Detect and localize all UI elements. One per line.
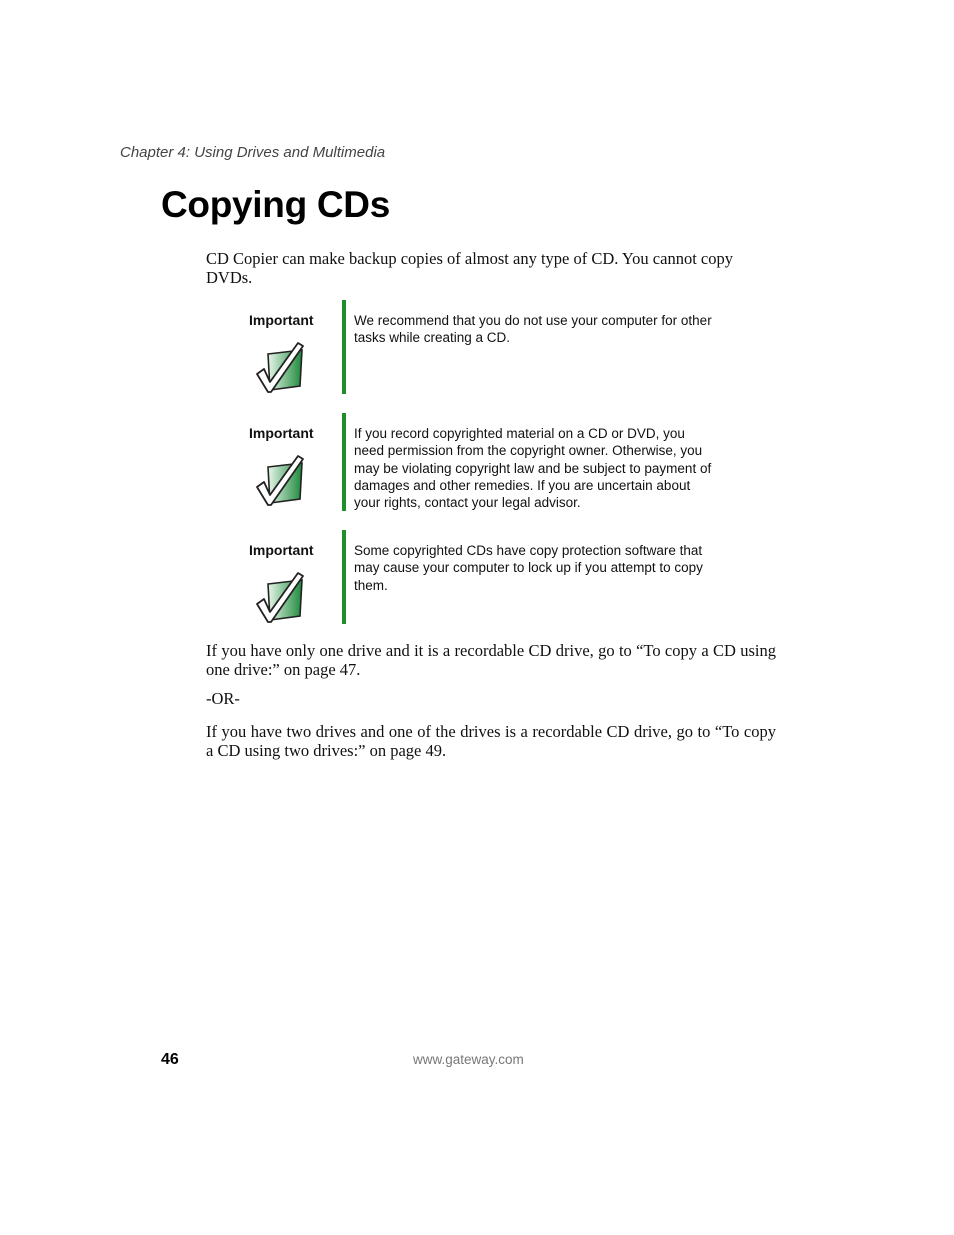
note-divider-bar <box>342 413 346 511</box>
check-icon <box>254 340 306 394</box>
running-head: Chapter 4: Using Drives and Multimedia <box>120 144 386 161</box>
page-number: 46 <box>161 1051 179 1068</box>
two-drives-paragraph: If you have two drives and one of the drives is a recordable CD drive, go to “To copy a CD using two drives:” on page 49. <box>206 722 776 760</box>
note-text: We recommend that you do not use your computer for other tasks while creating a CD. <box>354 313 712 346</box>
intro-paragraph: CD Copier can make backup copies of almost any type of CD. You cannot copy DVDs. <box>206 249 733 287</box>
note-divider-bar <box>342 530 346 624</box>
one-drive-paragraph: If you have only one drive and it is a recordable CD drive, go to “To copy a CD using one drive:” on page 47. <box>206 641 776 679</box>
or-separator: -OR- <box>206 689 240 708</box>
check-icon <box>254 453 306 507</box>
note-text: Some copyrighted CDs have copy protection software that may cause your computer to lock up if you attempt to copy them. <box>354 543 703 593</box>
check-icon <box>254 570 306 624</box>
page-title: Copying CDs <box>161 184 390 225</box>
note-divider-bar <box>342 300 346 394</box>
note-label: Important <box>249 425 314 441</box>
note-text: If you record copyrighted material on a CD or DVD, you need permission from the copyright owner. Otherwise, you may be violating copyright law and be subject to payment of damages and other remedies. If you are uncertain about your rights, contact your legal advisor. <box>354 426 712 511</box>
note-label: Important <box>249 312 314 328</box>
footer-url: www.gateway.com <box>413 1052 524 1067</box>
note-label: Important <box>249 542 314 558</box>
